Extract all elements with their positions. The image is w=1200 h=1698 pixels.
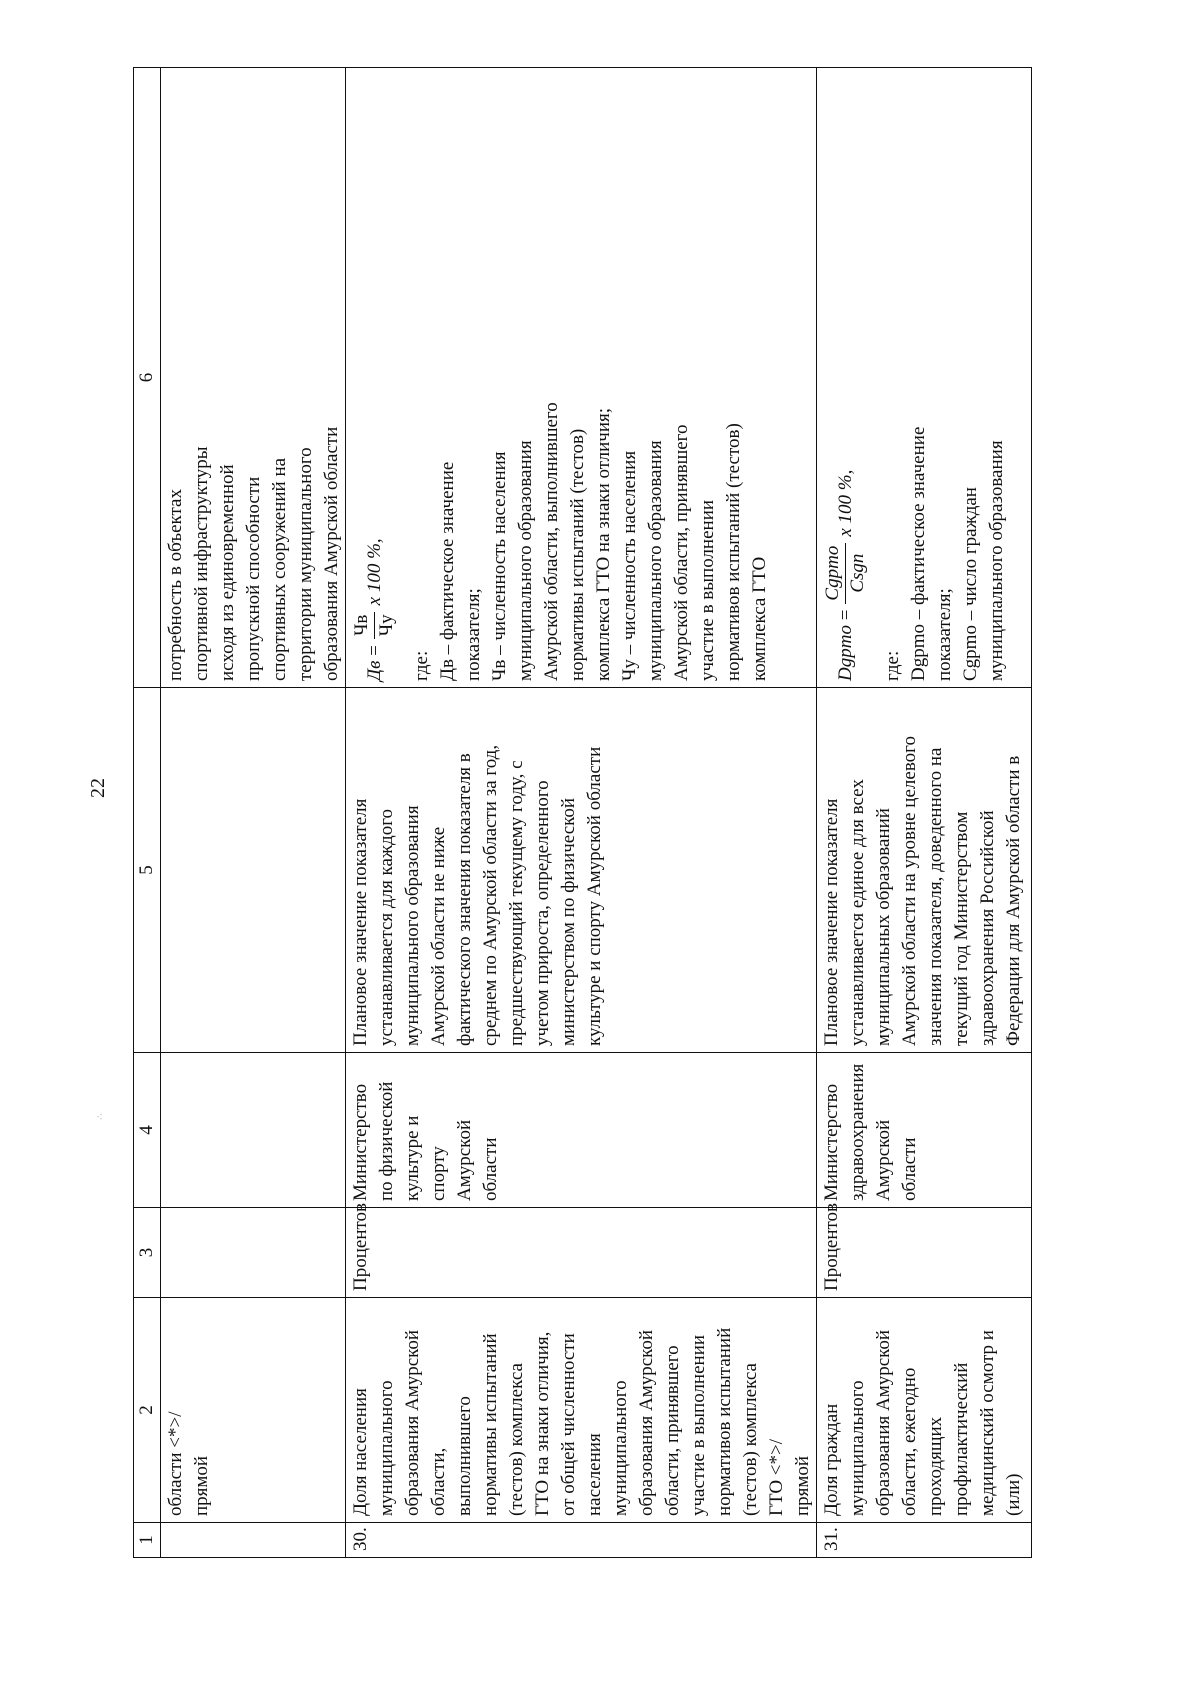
row-31-calculation bbox=[817, 68, 1032, 688]
continued-row-unit bbox=[161, 1208, 346, 1298]
row-30-unit: Процентов bbox=[346, 1208, 817, 1298]
row-31-indicator: Доля граждан муниципального образования Амурской области, ежегодно проходящих профилактический медицинский осмотр и (или) bbox=[817, 1298, 1032, 1523]
row-31-formula-legend: где: Dgpmo – фактическое значение показателя; Cgpmo – число граждан муниципального образования bbox=[882, 426, 1007, 681]
row-31-formula: Dgpmo = Cgpmo Csgn x 100 %, bbox=[822, 469, 868, 681]
row-31-responsible-body: Министерство здравоохранения Амурской области bbox=[817, 1053, 1032, 1208]
continued-row-plan bbox=[161, 688, 346, 1053]
continued-row-method: потребность в объектах спортивной инфраструктуры исходя из единовременной пропускной способности спортивных сооружений на территории муниципального образования Амурской области bbox=[161, 68, 346, 688]
row-31-plan-value: Плановое значение показателя устанавливается единое для всех муниципальных образований Амурской области на уровне целевого значения показателя, доведенного на текущий год Министерством здравоохранения Российской Федерации для Амурской области в bbox=[817, 688, 1032, 1053]
continued-row-num bbox=[161, 1523, 346, 1558]
row-31-number: 31. bbox=[817, 1523, 1032, 1558]
continued-row-body bbox=[161, 1053, 346, 1208]
row-30-calculation bbox=[346, 68, 817, 688]
page-number: 22 bbox=[87, 778, 109, 798]
scan-speck: ⁖ bbox=[96, 1110, 104, 1124]
row-31-unit: Процентов bbox=[817, 1208, 1032, 1298]
row-30-formula-numerator: Чв bbox=[350, 612, 375, 639]
row-30-formula-rhs: x 100 %, bbox=[363, 538, 385, 606]
row-31-formula-fraction bbox=[821, 543, 870, 604]
row-30-formula: Дв = Чв Чу x 100 %, bbox=[351, 538, 397, 681]
row-30-formula-denominator: Чу bbox=[376, 614, 397, 637]
table-row-31 bbox=[817, 68, 1032, 1558]
row-31-formula-numerator: Cgpmo bbox=[821, 543, 846, 604]
rotated-page-content bbox=[133, 68, 1024, 1558]
continued-row bbox=[161, 68, 346, 1558]
table-row-30 bbox=[346, 68, 817, 1558]
indicator-table bbox=[133, 67, 1032, 1558]
header-row bbox=[134, 68, 161, 1558]
header-col-6: 6 bbox=[134, 68, 161, 688]
row-31-formula-lhs: Dgpmo bbox=[834, 625, 856, 681]
row-30-responsible-body: Министерство по физической культуре и спорту Амурской области bbox=[346, 1053, 817, 1208]
row-30-formula-fraction bbox=[350, 611, 399, 639]
header-col-3: 3 bbox=[134, 1208, 161, 1298]
continued-row-indicator: области <*>/ прямой bbox=[161, 1298, 346, 1523]
row-31-formula-denominator: Csgn bbox=[847, 553, 868, 593]
row-30-formula-legend: где: Дв – фактическое значение показателя; Чв – численность населения муниципального образования Амурской области, выполнившего нормативы испытаний (тестов) комплекса ГТО на знаки отличия; Чу – численность населения муниципального образования Амурской области, принявшего участие в выполнении нормативов испытаний (тестов) комплекса ГТО bbox=[411, 402, 770, 681]
header-col-1: 1 bbox=[134, 1523, 161, 1558]
header-col-5: 5 bbox=[134, 688, 161, 1053]
row-30-indicator: Доля населения муниципального образования Амурской области, выполнившего нормативы испытаний (тестов) комплекса ГТО на знаки отличия, от общей численности населения муниципального образования Амурской области, принявшего участие в выполнении нормативов испытаний (тестов) комплекса ГТО <*>/ прямой bbox=[346, 1298, 817, 1523]
row-30-number: 30. bbox=[346, 1523, 817, 1558]
header-col-4: 4 bbox=[134, 1053, 161, 1208]
row-31-formula-rhs: x 100 %, bbox=[834, 469, 856, 537]
header-col-2: 2 bbox=[134, 1298, 161, 1523]
row-30-formula-lhs: Дв bbox=[363, 660, 385, 681]
row-30-plan-value: Плановое значение показателя устанавливается для каждого муниципального образования Амурской области не ниже фактического значения показателя в среднем по Амурской области за год, предшествующий текущему году, с учетом прироста, определенного министерством по физической культуре и спорту Амурской области bbox=[346, 688, 817, 1053]
